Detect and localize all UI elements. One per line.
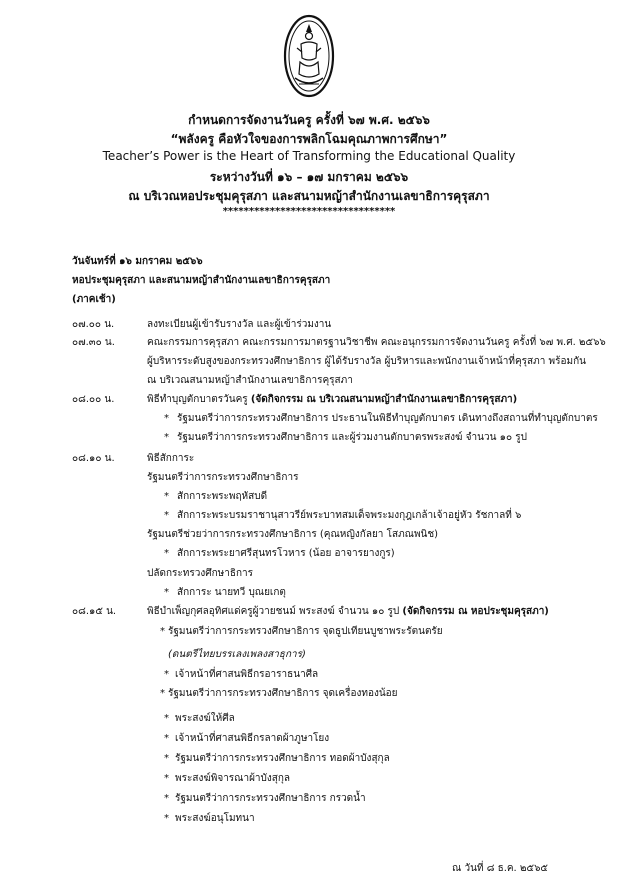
bullet: * — [164, 793, 169, 804]
bullet: * — [164, 491, 169, 502]
memorial-step-6: รัฐมนตรีว่าการกระทรวงศึกษาธิการ ทอดผ้าบังสุกุล — [175, 753, 390, 764]
worship-minister-item-1: สักการะพระพฤหัสบดี — [177, 491, 268, 502]
session-label: (ภาคเช้า) — [72, 294, 116, 305]
memorial-step-9: พระสงฆ์อนุโมทนา — [175, 813, 255, 824]
time-0810: ๐๘.๑๐ น. — [72, 453, 115, 464]
item-gathering-line2: ผู้บริหารระดับสูงของกระทรวงศึกษาธิการ ผู้ได้รับรางวัล ผู้บริหารและพนักงานเจ้าหน้าที่คุรุสภา พร้อมกัน — [147, 356, 586, 367]
day-date: วันจันทร์ที่ ๑๖ มกราคม ๒๕๖๖ — [72, 256, 203, 267]
divider-stars: ********************************* — [222, 206, 396, 217]
worship-minister-item-2: สักการะพระบรมราชานุสาวรีย์พระบาทสมเด็จพระมงกุฎเกล้าเจ้าอยู่หัว รัชกาลที่ ๖ — [177, 510, 522, 521]
bullet: * — [164, 413, 169, 424]
item-memorial: พิธีบำเพ็ญกุศลอุทิศแด่ครูผู้วายชนม์ พระสงฆ์ จำนวน ๑๐ รูป (จัดกิจกรรม ณ หอประชุมคุรุสภา) — [147, 606, 549, 617]
memorial-step-5: เจ้าหน้าที่ศาสนพิธีกรลาดผ้าภูษาโยง — [175, 733, 330, 744]
memorial-step-3: รัฐมนตรีว่าการกระทรวงศึกษาธิการ จุดเครื่องทองน้อย — [168, 688, 398, 699]
document-date: ณ วันที่ ๘ ธ.ค. ๒๕๖๕ — [452, 863, 548, 874]
time-0700: ๐๗.๐๐ น. — [72, 319, 115, 330]
agenda-title: กำหนดการจัดงานวันครู ครั้งที่ ๖๗ พ.ศ. ๒๕๖๖ — [188, 113, 430, 127]
bullet: * — [164, 773, 169, 784]
bullet: * — [164, 713, 169, 724]
memorial-step-7: พระสงฆ์พิจารณาผ้าบังสุกุล — [175, 773, 291, 784]
item-gathering-line3: ณ บริเวณสนามหญ้าสำนักงานเลขาธิการคุรุสภา — [147, 375, 353, 386]
bullet: * — [160, 688, 165, 699]
bullet: * — [164, 753, 169, 764]
worship-permanent-secretary: ปลัดกระทรวงศึกษาธิการ — [147, 568, 253, 579]
theme-english: Teacher’s Power is the Heart of Transforming the Educational Quality — [102, 149, 516, 163]
worship-secretary-item: สักการะ นายทวี บุณยเกตุ — [177, 587, 286, 598]
bullet: * — [164, 813, 169, 824]
day-venue: หอประชุมคุรุสภา และสนามหญ้าสำนักงานเลขาธิการคุรุสภา — [72, 275, 331, 286]
worship-minister: รัฐมนตรีว่าการกระทรวงศึกษาธิการ — [147, 472, 299, 483]
item-merit-making: พิธีทำบุญตักบาตรวันครู (จัดกิจกรรม ณ บริเวณสนามหญ้าสำนักงานเลขาธิการคุรุสภา) — [147, 394, 518, 405]
bullet: * — [164, 733, 169, 744]
bullet: * — [164, 432, 169, 443]
theme-thai: “พลังครู คือหัวใจของการพลิกโฉมคุณภาพการศึกษา” — [170, 132, 448, 146]
bullet: * — [160, 626, 165, 637]
memorial-step-4: พระสงฆ์ให้ศีล — [175, 713, 235, 724]
bullet: * — [164, 587, 169, 598]
item-worship: พิธีสักการะ — [147, 453, 195, 464]
memorial-step-2: เจ้าหน้าที่ศาสนพิธีกรอาราธนาศีล — [175, 669, 319, 680]
event-dates: ระหว่างวันที่ ๑๖ – ๑๗ มกราคม ๒๕๖๖ — [209, 170, 409, 184]
memorial-step-8: รัฐมนตรีว่าการกระทรวงศึกษาธิการ กรวดน้ำ — [175, 793, 366, 804]
bullet: * — [164, 548, 169, 559]
item-gathering-line1: คณะกรรมการคุรุสภา คณะกรรมการมาตรฐานวิชาชีพ คณะอนุกรรมการจัดงานวันครู ครั้งที่ ๖๗ พ.ศ. ๒๕๖๖ — [147, 337, 606, 348]
time-0800: ๐๘.๐๐ น. — [72, 394, 115, 405]
time-0730: ๐๗.๓๐ น. — [72, 337, 115, 348]
merit-subitem-2: รัฐมนตรีว่าการกระทรวงศึกษาธิการ และผู้ร่วมงานตักบาตรพระสงฆ์ จำนวน ๑๐ รูป — [177, 432, 527, 443]
memorial-music-note: (ดนตรีไทยบรรเลงเพลงสาธุการ) — [168, 649, 306, 660]
item-registration: ลงทะเบียนผู้เข้ารับรางวัล และผู้เข้าร่วมงาน — [147, 319, 332, 330]
bullet: * — [164, 669, 169, 680]
worship-deputy-minister: รัฐมนตรีช่วยว่าการกระทรวงศึกษาธิการ (คุณหญิงกัลยา โสภณพนิช) — [147, 529, 439, 540]
worship-deputy-item: สักการะพระยาศรีสุนทรโวหาร (น้อย อาจารยางกูร) — [177, 548, 395, 559]
teachers-council-seal-logo — [283, 14, 335, 98]
memorial-step-1: รัฐมนตรีว่าการกระทรวงศึกษาธิการ จุดธูปเทียนบูชาพระรัตนตรัย — [168, 626, 443, 637]
event-venue: ณ บริเวณหอประชุมคุรุสภา และสนามหญ้าสำนักงานเลขาธิการคุรุสภา — [128, 189, 490, 203]
merit-subitem-1: รัฐมนตรีว่าการกระทรวงศึกษาธิการ ประธานในพิธีทำบุญตักบาตร เดินทางถึงสถานที่ทำบุญตักบาตร — [177, 413, 598, 424]
bullet: * — [164, 510, 169, 521]
time-0815: ๐๘.๑๕ น. — [72, 606, 117, 617]
